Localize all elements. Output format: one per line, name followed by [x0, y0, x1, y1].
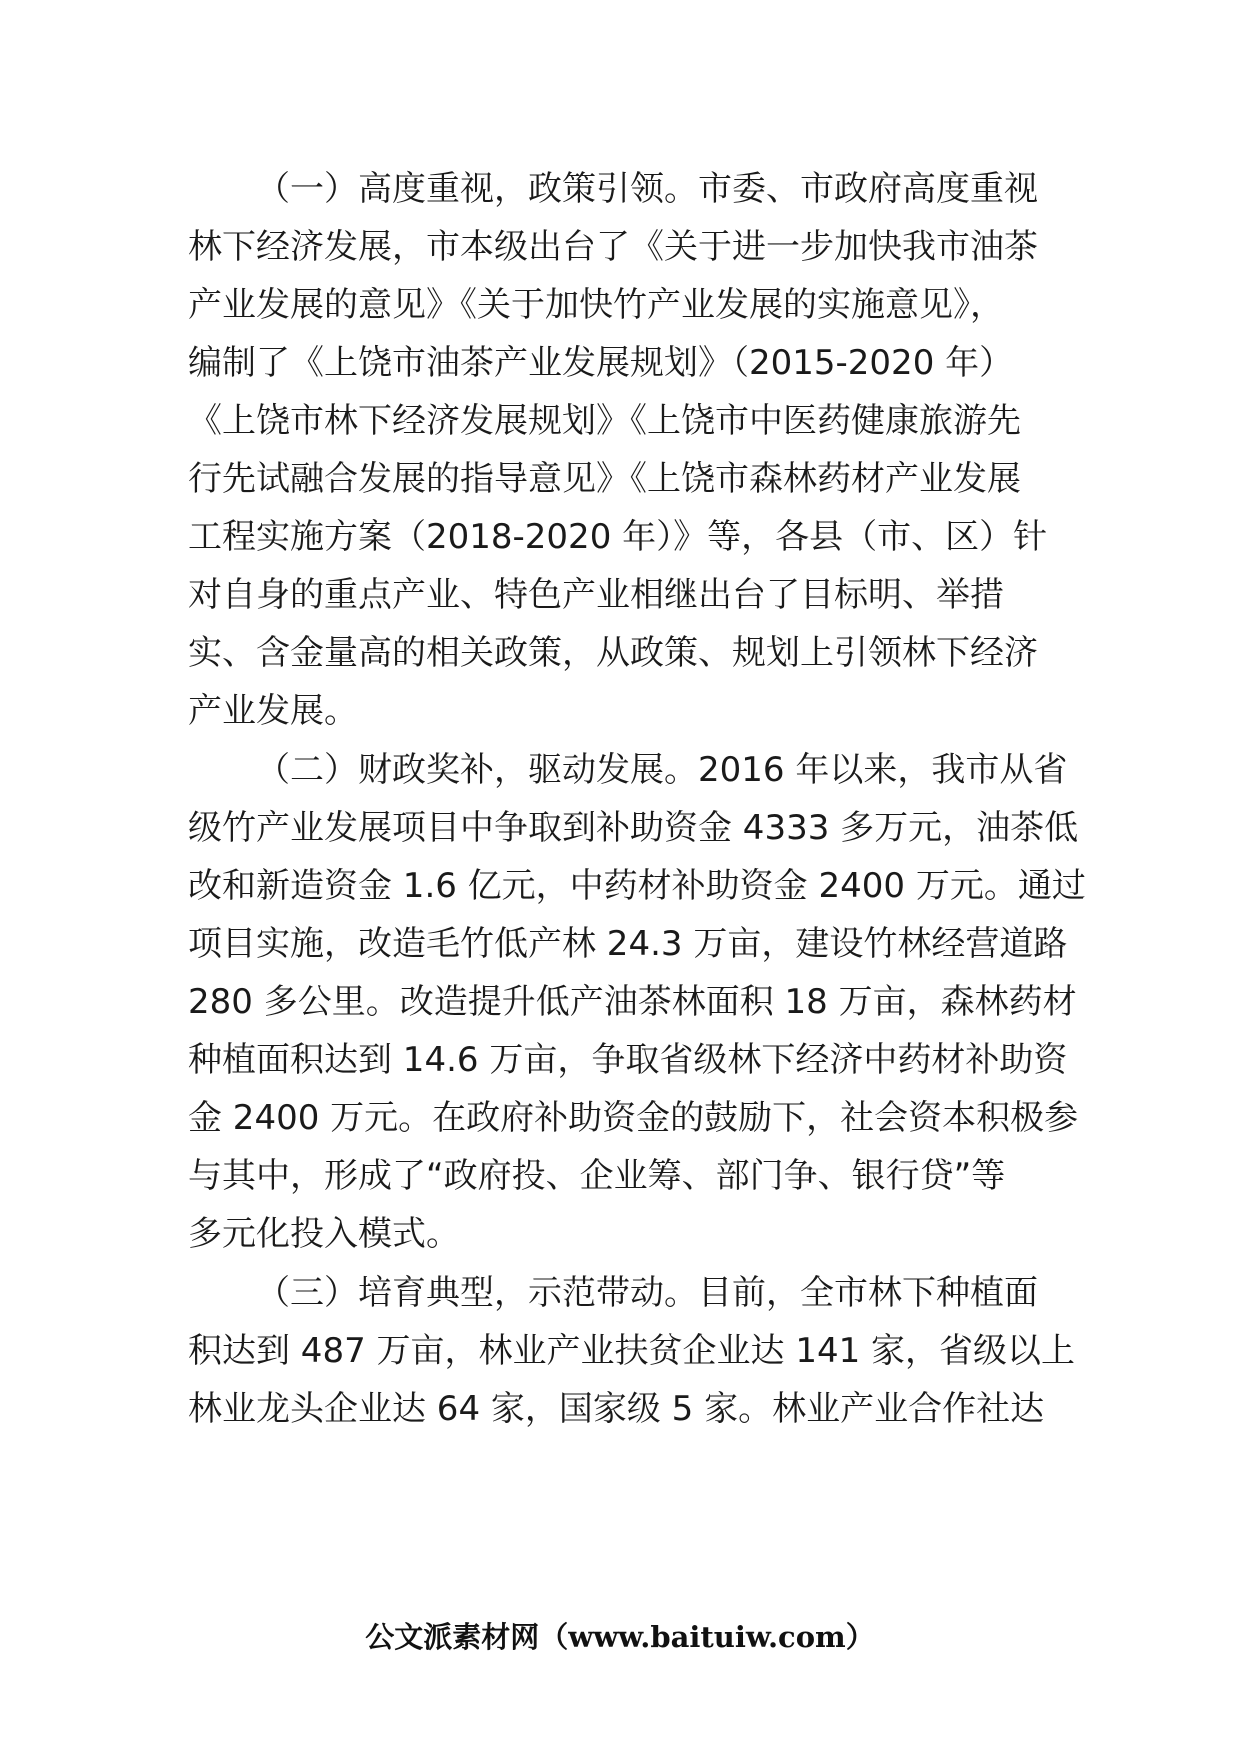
text-line: 改和新造资金 1.6 亿元，中药材补助资金 2400 万元。通过	[188, 866, 1086, 906]
text-line: 金 2400 万元。在政府补助资金的鼓励下，社会资本积极参	[188, 1098, 1079, 1138]
text-line: 林下经济发展，市本级出台了《关于进一步加快我市油茶	[188, 227, 1038, 267]
page-footer: 公文派素材网（www.baituiw.com）	[365, 1620, 875, 1654]
text-line: 《上饶市林下经济发展规划》《上饶市中医药健康旅游先	[188, 401, 1021, 441]
text-line: 对自身的重点产业、特色产业相继出台了目标明、举措	[188, 575, 1004, 615]
text-line: 林业龙头企业达 64 家，国家级 5 家。林业产业合作社达	[188, 1389, 1045, 1429]
text-line: （二）财政奖补，驱动发展。2016 年以来，我市从省	[256, 750, 1068, 790]
text-line: 产业发展的意见》《关于加快竹产业发展的实施意见》，	[188, 285, 1004, 325]
text-line: （三）培育典型，示范带动。目前，全市林下种植面	[256, 1273, 1038, 1313]
text-line: 与其中，形成了“政府投、企业筹、部门争、银行贷”等	[188, 1156, 1006, 1196]
text-line: 行先试融合发展的指导意见》《上饶市森林药材产业发展	[188, 459, 1021, 499]
text-line: 280 多公里。改造提升低产油茶林面积 18 万亩，森林药材	[188, 982, 1077, 1022]
text-line: 实、含金量高的相关政策，从政策、规划上引领林下经济	[188, 633, 1038, 673]
text-line: 积达到 487 万亩，林业产业扶贫企业达 141 家，省级以上	[188, 1331, 1076, 1371]
text-line: 产业发展。	[188, 691, 358, 731]
text-line: 项目实施，改造毛竹低产林 24.3 万亩，建设竹林经营道路	[188, 924, 1068, 964]
text-line: 编制了《上饶市油茶产业发展规划》（2015-2020 年）	[188, 343, 1014, 383]
text-line: 级竹产业发展项目中争取到补助资金 4333 多万元，油茶低	[188, 808, 1079, 848]
text-line: 多元化投入模式。	[188, 1214, 460, 1254]
text-line: 种植面积达到 14.6 万亩，争取省级林下经济中药材补助资	[188, 1040, 1068, 1080]
text-line: 工程实施方案（2018-2020 年）》等，各县（市、区）针	[188, 517, 1048, 557]
text-line: （一）高度重视，政策引领。市委、市政府高度重视	[256, 169, 1038, 209]
